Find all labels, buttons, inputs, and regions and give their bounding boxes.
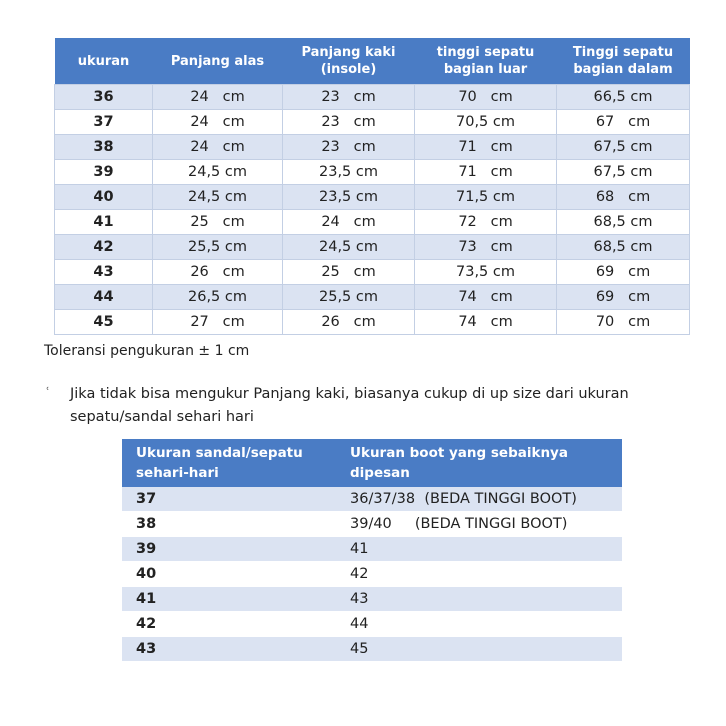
table-row [55, 260, 690, 285]
table-row [55, 135, 690, 160]
table-row [55, 310, 690, 335]
panjang-kaki-cell: 24 cm [283, 210, 415, 235]
tolerance-note: Toleransi pengukuran ± 1 cm [44, 343, 250, 359]
panjang-alas-cell: 24 cm [153, 85, 283, 110]
table-row [122, 612, 622, 637]
header-ukuran: ukuran [55, 38, 153, 85]
boot-size-cell: 44 [336, 612, 622, 637]
tinggi-luar-cell: 71,5 cm [415, 185, 557, 210]
size-cell: 42 [55, 235, 153, 260]
table-row [122, 537, 622, 562]
tinggi-luar-cell: 72 cm [415, 210, 557, 235]
tinggi-luar-cell: 70 cm [415, 85, 557, 110]
panjang-kaki-cell: 24,5 cm [283, 235, 415, 260]
panjang-alas-cell: 27 cm [153, 310, 283, 335]
table-row [55, 210, 690, 235]
tinggi-dalam-cell: 69 cm [557, 285, 690, 310]
header-boot-size: Ukuran boot yang sebaiknya dipesan [336, 439, 622, 487]
tinggi-dalam-cell: 68,5 cm [557, 235, 690, 260]
daily-size-cell: 43 [122, 637, 336, 662]
size-chart-table [54, 38, 690, 335]
panjang-alas-cell: 24 cm [153, 110, 283, 135]
tinggi-dalam-cell: 70 cm [557, 310, 690, 335]
size-cell: 43 [55, 260, 153, 285]
size-chart-header-row [55, 38, 690, 85]
upsize-note-text: Jika tidak bisa mengukur Panjang kaki, biasanya cukup di up size dari ukuran sepatu/sandal sehari hari [70, 386, 629, 425]
panjang-kaki-cell: 26 cm [283, 310, 415, 335]
size-cell: 45 [55, 310, 153, 335]
daily-size-cell: 39 [122, 537, 336, 562]
tinggi-dalam-cell: 68,5 cm [557, 210, 690, 235]
panjang-alas-cell: 24,5 cm [153, 160, 283, 185]
tinggi-dalam-cell: 67,5 cm [557, 160, 690, 185]
upsize-note [46, 383, 706, 429]
panjang-alas-cell: 25,5 cm [153, 235, 283, 260]
boot-size-cell: 42 [336, 562, 622, 587]
boot-size-cell: 41 [336, 537, 622, 562]
size-cell: 36 [55, 85, 153, 110]
panjang-alas-cell: 26 cm [153, 260, 283, 285]
boot-size-cell: 45 [336, 637, 622, 662]
header-tinggi-dalam: Tinggi sepatu bagian dalam [557, 38, 690, 85]
table-row [122, 562, 622, 587]
panjang-kaki-cell: 25 cm [283, 260, 415, 285]
panjang-kaki-cell: 23,5 cm [283, 185, 415, 210]
panjang-kaki-cell: 23 cm [283, 110, 415, 135]
tinggi-luar-cell: 74 cm [415, 285, 557, 310]
panjang-alas-cell: 24 cm [153, 135, 283, 160]
table-row [55, 235, 690, 260]
daily-size-cell: 42 [122, 612, 336, 637]
bullet-mark-icon: ʿ [46, 385, 50, 399]
panjang-kaki-cell: 23 cm [283, 135, 415, 160]
table-row [122, 512, 622, 537]
table-row [55, 160, 690, 185]
boot-size-cell: 43 [336, 587, 622, 612]
header-daily-size: Ukuran sandal/sepatu sehari-hari [122, 439, 336, 487]
boot-table-header-row [122, 439, 622, 487]
boot-size-cell: 39/40 (BEDA TINGGI BOOT) [336, 512, 622, 537]
tinggi-dalam-cell: 67 cm [557, 110, 690, 135]
panjang-alas-cell: 24,5 cm [153, 185, 283, 210]
size-cell: 39 [55, 160, 153, 185]
table-row [122, 487, 622, 512]
daily-size-cell: 38 [122, 512, 336, 537]
tinggi-luar-cell: 73,5 cm [415, 260, 557, 285]
tinggi-dalam-cell: 68 cm [557, 185, 690, 210]
daily-size-cell: 37 [122, 487, 336, 512]
tinggi-luar-cell: 71 cm [415, 160, 557, 185]
tinggi-luar-cell: 71 cm [415, 135, 557, 160]
boot-size-table [122, 439, 622, 662]
tinggi-dalam-cell: 67,5 cm [557, 135, 690, 160]
table-row [122, 587, 622, 612]
table-row [55, 285, 690, 310]
header-tinggi-luar: tinggi sepatu bagian luar [415, 38, 557, 85]
header-panjang-alas: Panjang alas [153, 38, 283, 85]
table-row [122, 637, 622, 662]
daily-size-cell: 41 [122, 587, 336, 612]
table-row [55, 185, 690, 210]
panjang-kaki-cell: 23,5 cm [283, 160, 415, 185]
size-cell: 38 [55, 135, 153, 160]
tinggi-luar-cell: 74 cm [415, 310, 557, 335]
size-cell: 37 [55, 110, 153, 135]
header-panjang-kaki: Panjang kaki (insole) [283, 38, 415, 85]
table-row [55, 85, 690, 110]
tinggi-dalam-cell: 66,5 cm [557, 85, 690, 110]
tinggi-luar-cell: 70,5 cm [415, 110, 557, 135]
tinggi-luar-cell: 73 cm [415, 235, 557, 260]
panjang-kaki-cell: 23 cm [283, 85, 415, 110]
boot-size-cell: 36/37/38 (BEDA TINGGI BOOT) [336, 487, 622, 512]
size-cell: 41 [55, 210, 153, 235]
panjang-alas-cell: 26,5 cm [153, 285, 283, 310]
daily-size-cell: 40 [122, 562, 336, 587]
panjang-alas-cell: 25 cm [153, 210, 283, 235]
tinggi-dalam-cell: 69 cm [557, 260, 690, 285]
panjang-kaki-cell: 25,5 cm [283, 285, 415, 310]
size-cell: 44 [55, 285, 153, 310]
table-row [55, 110, 690, 135]
size-cell: 40 [55, 185, 153, 210]
